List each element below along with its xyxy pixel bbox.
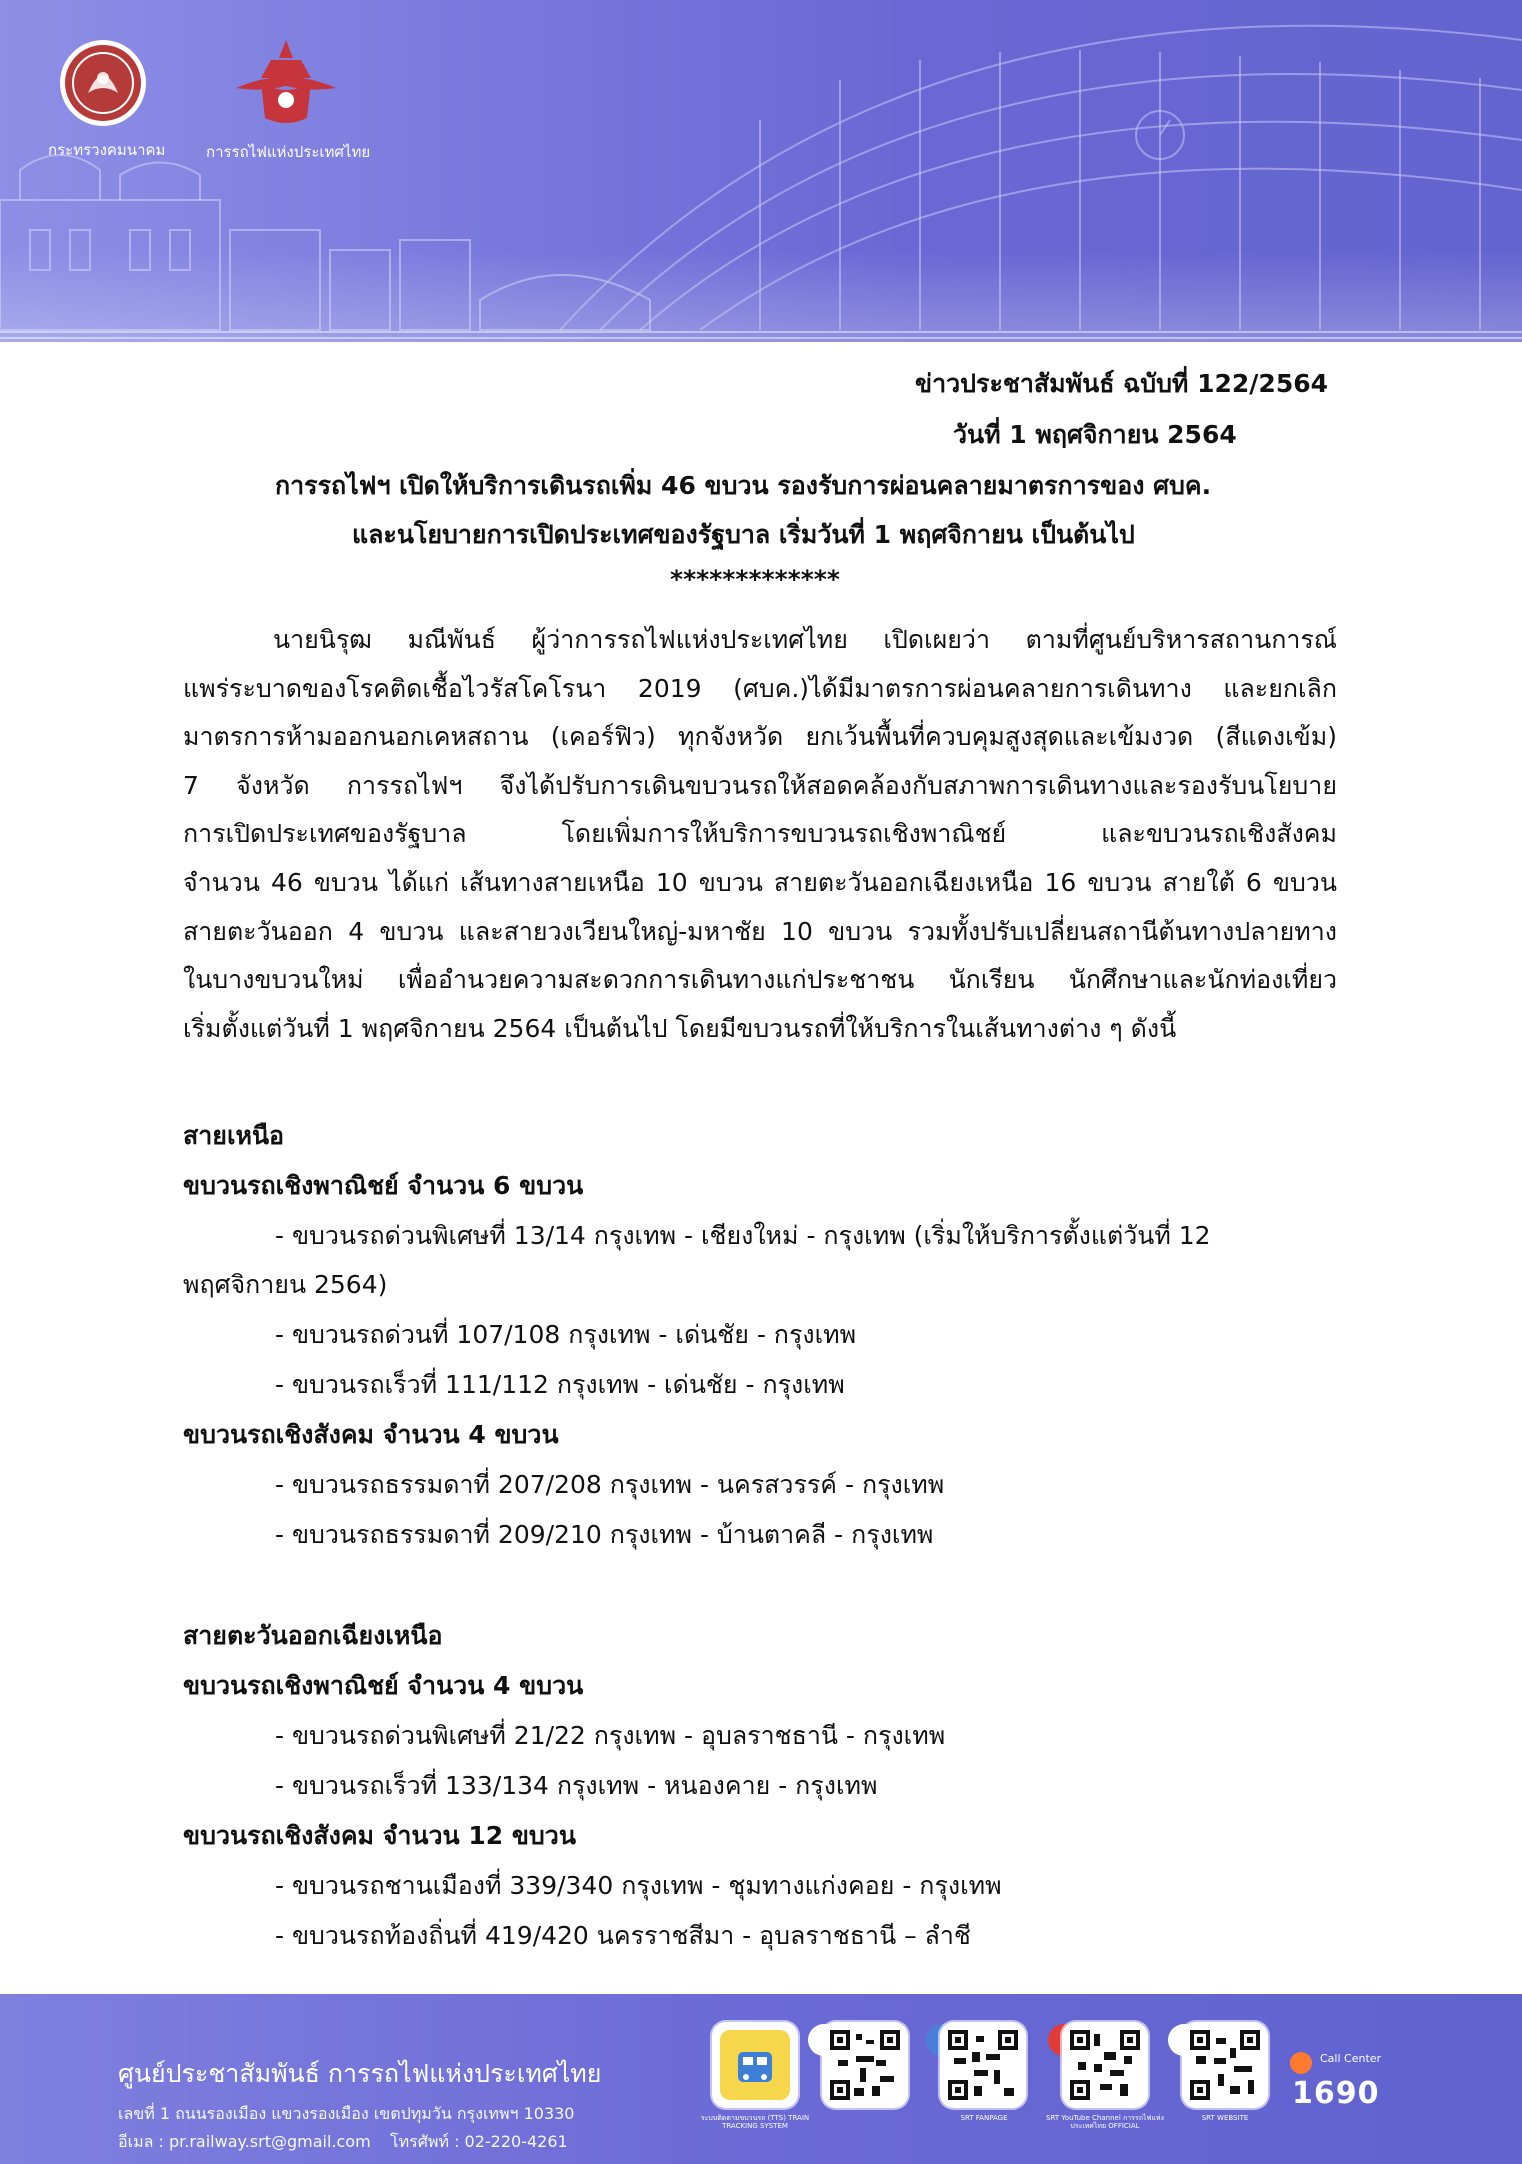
northeast-commercial-heading: ขบวนรถเชิงพาณิชย์ จำนวน 4 ขบวน — [183, 1671, 584, 1700]
qr-code-icon — [1190, 2030, 1260, 2100]
ministry-caption: กระทรวงคมนาคม — [48, 141, 166, 159]
press-number: ข่าวประชาสัมพันธ์ ฉบับที่ 122/2564 — [915, 369, 1329, 398]
body-line: นายนิรุฒ มณีพันธ์ ผู้ว่าการรถไฟแห่งประเทศไทย เปิดเผยว่า ตามที่ศูนย์บริหารสถานการณ์ — [273, 625, 1337, 654]
northeast-social-heading: ขบวนรถเชิงสังคม จำนวน 12 ขบวน — [183, 1821, 576, 1850]
qr-code-icon — [948, 2030, 1018, 2100]
body-line: สายตะวันออก 4 ขบวน และสายวงเวียนใหญ่-มหาชัย 10 ขบวน รวมทั้งปรับเปลี่ยนสถานีต้นทางปลายทาง — [183, 916, 1337, 946]
body-line: เริ่มตั้งแต่วันที่ 1 พฤศจิกายน 2564 เป็นต้นไป โดยมีขบวนรถที่ให้บริการในเส้นทางต่าง ๆ ดังนี้ — [183, 1013, 1177, 1043]
body-line: แพร่ระบาดของโรคติดเชื้อไวรัสโคโรนา 2019 (ศบค.)ได้มีมาตรการผ่อนคลายการเดินทาง และยกเลิก — [183, 673, 1337, 703]
website-qr-code[interactable] — [1182, 2022, 1268, 2108]
body-line: 7 จังหวัด การรถไฟฯ จึงได้ปรับการเดินขบวนรถให้สอดคล้องกับสภาพการเดินทางและรองรับนโยบาย — [183, 770, 1337, 800]
srt-emblem-icon — [231, 38, 341, 130]
qr-code-icon — [1070, 2030, 1140, 2100]
srt-logo — [206, 38, 371, 164]
section-heading-north: สายเหนือ — [183, 1121, 285, 1150]
footer-address: เลขที่ 1 ถนนรองเมือง แขวงรองเมือง เขตปทุมวัน กรุงเทพฯ 10330 — [118, 2104, 575, 2123]
call-center-number: 1690 — [1292, 2076, 1380, 2111]
north-commercial-heading: ขบวนรถเชิงพาณิชย์ จำนวน 6 ขบวน — [183, 1171, 584, 1200]
phone-icon — [1290, 2052, 1312, 2074]
youtube-qr-code[interactable] — [1062, 2022, 1148, 2108]
train-item-continuation: พฤศจิกายน 2564) — [183, 1270, 388, 1299]
title-separator: ************* — [670, 565, 840, 594]
tts-qr-code[interactable] — [822, 2022, 908, 2108]
train-item: - ขบวนรถธรรมดาที่ 207/208 กรุงเทพ - นครสวรรค์ - กรุงเทพ — [275, 1470, 945, 1499]
youtube-caption: SRT YouTube Channel การรถไฟแห่งประเทศไทย OFFICIAL — [1046, 2114, 1164, 2130]
footer-title: ศูนย์ประชาสัมพันธ์ การรถไฟแห่งประเทศไทย — [118, 2059, 602, 2088]
footer-email: อีเมล : pr.railway.srt@gmail.com — [118, 2132, 371, 2151]
body-line: มาตรการห้ามออกนอกเคหสถาน (เคอร์ฟิว) ทุกจังหวัด ยกเว้นพื้นที่ควบคุมสูงสุดและเข้มงวด (สีแดงเข้ม) — [183, 722, 1337, 752]
fanpage-qr-code[interactable] — [940, 2022, 1026, 2108]
footer — [0, 1994, 1522, 2164]
train-item: - ขบวนรถเร็วที่ 111/112 กรุงเทพ - เด่นชัย - กรุงเทพ — [275, 1370, 845, 1399]
ministry-logo — [48, 38, 166, 162]
srt-caption: การรถไฟแห่งประเทศไทย — [206, 143, 371, 161]
tts-app-card[interactable] — [712, 2022, 798, 2108]
header-banner — [0, 0, 1522, 342]
call-center-label: Call Center — [1320, 2052, 1382, 2065]
qr-code-icon — [830, 2030, 900, 2100]
train-app-icon — [720, 2030, 790, 2100]
train-item: - ขบวนรถด่วนที่ 107/108 กรุงเทพ - เด่นชัย - กรุงเทพ — [275, 1320, 857, 1349]
press-date: วันที่ 1 พฤศจิกายน 2564 — [953, 420, 1237, 449]
section-heading-northeast: สายตะวันออกเฉียงเหนือ — [183, 1621, 443, 1650]
body-line: การเปิดประเทศของรัฐบาล โดยเพิ่มการให้บริการขบวนรถเชิงพาณิชย์ และขบวนรถเชิงสังคม — [183, 819, 1337, 849]
train-item: - ขบวนรถเร็วที่ 133/134 กรุงเทพ - หนองคาย - กรุงเทพ — [275, 1771, 878, 1800]
train-item: - ขบวนรถชานเมืองที่ 339/340 กรุงเทพ - ชุมทางแก่งคอย - กรุงเทพ — [275, 1871, 1002, 1900]
ministry-seal-icon — [58, 38, 148, 128]
train-item: - ขบวนรถด่วนพิเศษที่ 21/22 กรุงเทพ - อุบลราชธานี - กรุงเทพ — [275, 1721, 946, 1750]
body-paragraph — [183, 616, 1337, 1053]
train-item: - ขบวนรถท้องถิ่นที่ 419/420 นครราชสีมา - อุบลราชธานี – ลำชี — [275, 1921, 971, 1950]
train-item: - ขบวนรถด่วนพิเศษที่ 13/14 กรุงเทพ - เชียงใหม่ - กรุงเทพ (เริ่มให้บริการตั้งแต่วันที่ 12 — [275, 1221, 1211, 1250]
footer-phone: โทรศัพท์ : 02-220-4261 — [390, 2132, 568, 2151]
website-caption: SRT WEBSITE — [1201, 2114, 1249, 2122]
press-title-line-1: การรถไฟฯ เปิดให้บริการเดินรถเพิ่ม 46 ขบวน รองรับการผ่อนคลายมาตรการของ ศบค. — [275, 471, 1212, 500]
press-title-line-2: และนโยบายการเปิดประเทศของรัฐบาล เริ่มวันที่ 1 พฤศจิกายน เป็นต้นไป — [352, 520, 1135, 549]
north-social-heading: ขบวนรถเชิงสังคม จำนวน 4 ขบวน — [183, 1420, 559, 1449]
fanpage-caption: SRT FANPAGE — [960, 2114, 1008, 2122]
tts-caption: ระบบติดตามขบวนรถ (TTS) TRAIN TRACKING SYSTEM — [700, 2114, 810, 2130]
train-item: - ขบวนรถธรรมดาที่ 209/210 กรุงเทพ - บ้านตาคลี - กรุงเทพ — [275, 1520, 934, 1549]
body-line: ในบางขบวนใหม่ เพื่ออำนวยความสะดวกการเดินทางแก่ประชาชน นักเรียน นักศึกษาและนักท่องเที่ยว — [183, 965, 1337, 995]
body-line: จำนวน 46 ขบวน ได้แก่ เส้นทางสายเหนือ 10 ขบวน สายตะวันออกเฉียงเหนือ 16 ขบวน สายใต้ 6 ขบวน — [183, 867, 1337, 897]
